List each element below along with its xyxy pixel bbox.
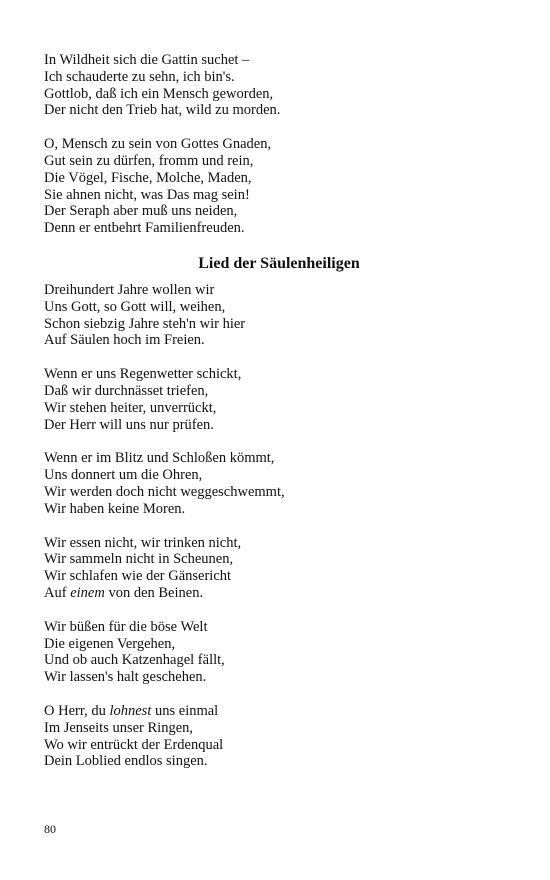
verse-line: Der Herr will uns nur prüfen. [44, 416, 214, 433]
stanza [44, 450, 514, 517]
verse-line: Dreihundert Jahre wollen wir [44, 281, 215, 298]
verse-line: Wir haben keine Moren. [44, 500, 186, 517]
verse-text: Auf [44, 584, 71, 601]
verse-line: Im Jenseits unser Ringen, [44, 719, 194, 736]
verse-text: von den Beinen. [104, 584, 204, 601]
page-number: 80 [44, 822, 56, 836]
verse-line: Uns donnert um die Ohren, [44, 467, 203, 484]
stanza [44, 52, 514, 119]
verse-line: In Wildheit sich die Gattin suchet – [44, 52, 250, 68]
verse-line: Wo wir entrückt der Erdenqual [44, 736, 224, 753]
stanza [44, 703, 514, 770]
verse-line: Schon siebzig Jahre steh'n wir hier [44, 315, 246, 332]
emphasized-word: einem [70, 584, 105, 601]
verse-line: Und ob auch Katzenhagel fällt, [44, 652, 225, 669]
verse-line: Wir stehen heiter, unverrückt, [44, 399, 217, 416]
emphasized-word: lohnest [109, 702, 152, 719]
verse-text: uns einmal [151, 702, 219, 719]
verse-line: Der nicht den Trieb hat, wild zu morden. [44, 102, 281, 119]
verse-line: Wir schlafen wie der Gänsericht [44, 568, 232, 585]
verse-line [44, 585, 514, 602]
verse-text: O Herr, du [44, 702, 110, 719]
verse-line: Der Seraph aber muß uns neiden, [44, 203, 238, 220]
stanza [44, 282, 514, 349]
verse-line: Die Vögel, Fische, Molche, Maden, [44, 169, 252, 186]
verse-line: Wenn er uns Regenwetter schickt, [44, 366, 242, 383]
stanza [44, 535, 514, 602]
verse-line: Die eigenen Vergehen, [44, 635, 176, 652]
stanza [44, 619, 514, 686]
poem-body [44, 282, 514, 770]
page-content [44, 52, 514, 787]
verse-line: Wir lassen's halt geschehen. [44, 669, 207, 686]
verse-line: Gottlob, daß ich ein Mensch geworden, [44, 85, 274, 102]
verse-line: Ich schauderte zu sehn, ich bin's. [44, 68, 235, 85]
stanza [44, 136, 514, 237]
verse-line: Wenn er im Blitz und Schloßen kömmt, [44, 450, 275, 467]
poem-continuation [44, 52, 514, 237]
verse-line: Wir werden doch nicht weggeschwemmt, [44, 483, 285, 500]
verse-line: Wir sammeln nicht in Scheunen, [44, 551, 234, 568]
verse-line: Wir essen nicht, wir trinken nicht, [44, 534, 242, 551]
verse-line: Gut sein zu dürfen, fromm und rein, [44, 152, 254, 169]
verse-line: Uns Gott, so Gott will, weihen, [44, 298, 226, 315]
verse-line: Denn er entbehrt Familienfreuden. [44, 220, 245, 237]
verse-line: O, Mensch zu sein von Gottes Gnaden, [44, 136, 272, 153]
verse-line: Daß wir durchnässet triefen, [44, 382, 209, 399]
stanza [44, 366, 514, 433]
verse-line: Sie ahnen nicht, was Das mag sein! [44, 186, 250, 203]
poem-title: Lied der Säulenheiligen [198, 254, 360, 272]
verse-line: Auf Säulen hoch im Freien. [44, 332, 205, 349]
verse-line: Wir büßen für die böse Welt [44, 618, 208, 635]
verse-line: Dein Loblied endlos singen. [44, 753, 208, 770]
verse-line [44, 703, 514, 720]
